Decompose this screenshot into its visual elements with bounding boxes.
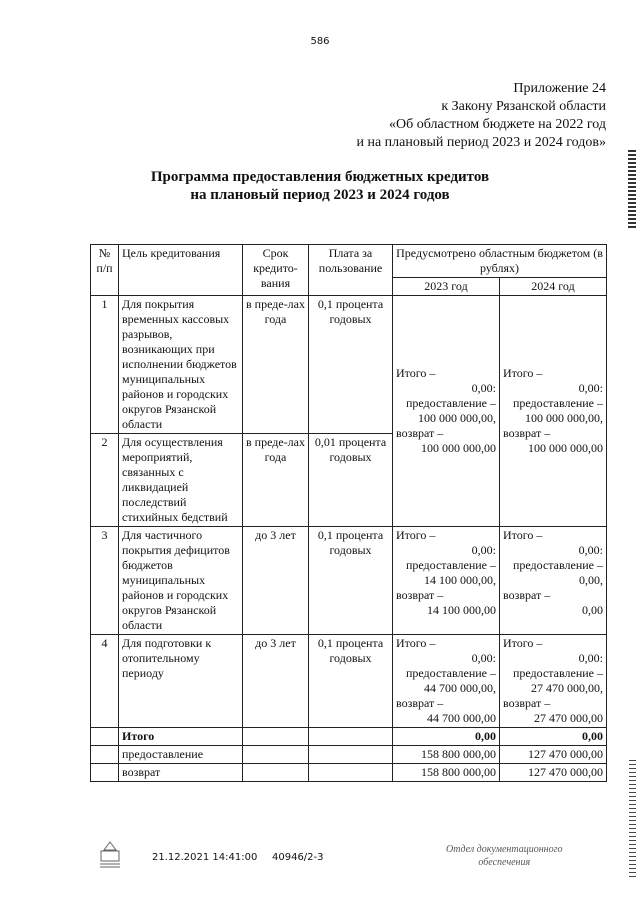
scan-margin-marks	[629, 760, 636, 880]
stamp-line: обеспечения	[478, 857, 531, 868]
totals-row	[91, 728, 607, 746]
amount-provision-label: предоставление –	[405, 666, 496, 680]
amount-total-label: Итого –	[503, 528, 543, 542]
amount-2023-cell	[393, 635, 500, 728]
row-num: 3	[91, 527, 119, 635]
amount-return-value: 100 000 000,00	[528, 441, 603, 455]
totals-provision-row	[91, 746, 607, 764]
amount-total-value: 0,00:	[578, 381, 603, 395]
row-purpose: Для частичного покрытия дефицитов бюджетов муниципальных районов и городских округов Рязанской области	[119, 527, 243, 635]
totals-return-2024: 127 470 000,00	[500, 764, 607, 782]
footer-doc-id: 40946/2-3	[272, 852, 324, 863]
amount-provision-value: 100 000 000,00,	[525, 411, 603, 425]
merged-2024-cell	[500, 296, 607, 527]
amount-return-value: 14 100 000,00	[427, 603, 496, 617]
appendix-line: Приложение 24	[513, 81, 606, 96]
amount-return-value: 44 700 000,00	[427, 711, 496, 725]
totals-2024: 0,00	[500, 728, 607, 746]
amount-return-label: возврат –	[503, 696, 551, 710]
amount-provision-value: 0,00,	[579, 573, 603, 587]
amount-return-label: возврат –	[396, 696, 444, 710]
amount-provision-label: предоставление –	[512, 558, 603, 572]
amount-return-label: возврат –	[503, 588, 551, 602]
title-line: на плановый период 2023 и 2024 годов	[190, 187, 450, 203]
scan-margin-marks	[628, 150, 636, 230]
amount-provision-label: предоставление –	[405, 558, 496, 572]
amount-return-value: 27 470 000,00	[534, 711, 603, 725]
header-term: Срок кредито-вания	[243, 245, 309, 296]
amount-total-value: 0,00:	[471, 543, 496, 557]
amount-provision-value: 44 700 000,00,	[424, 681, 496, 695]
credit-program-table	[90, 244, 607, 782]
amount-total-label: Итого –	[503, 366, 543, 380]
appendix-header	[356, 80, 606, 152]
footer-datetime: 21.12.2021 14:41:00	[152, 852, 258, 863]
row-term: до 3 лет	[243, 635, 309, 728]
amount-provision-label: предоставление –	[512, 666, 603, 680]
amount-provision-label: предоставление –	[512, 396, 603, 410]
header-row	[91, 245, 607, 278]
amount-2023-cell	[393, 527, 500, 635]
totals-return-label: возврат	[119, 764, 243, 782]
row-term: в преде-лах года	[243, 434, 309, 527]
document-title	[120, 168, 520, 204]
stamp-line: Отдел документационного	[446, 844, 563, 855]
merged-2023-cell	[393, 296, 500, 527]
amount-2024-cell	[500, 527, 607, 635]
row-fee: 0,1 процента годовых	[309, 296, 393, 434]
row-term: в преде-лах года	[243, 296, 309, 434]
row-purpose: Для подготовки к отопительному периоду	[119, 635, 243, 728]
emblem-icon	[96, 840, 124, 875]
row-fee: 0,1 процента годовых	[309, 635, 393, 728]
title-line: Программа предоставления бюджетных кредитов	[150, 169, 490, 185]
amount-total-value: 0,00:	[578, 543, 603, 557]
amount-provision-value: 27 470 000,00,	[531, 681, 603, 695]
header-num: № п/п	[91, 245, 119, 296]
appendix-line: и на плановый период 2023 и 2024 годов»	[356, 135, 606, 150]
page-number: 586	[310, 36, 330, 47]
totals-provision-2024: 127 470 000,00	[500, 746, 607, 764]
header-year-2024: 2024 год	[500, 278, 607, 296]
amount-return-label: возврат –	[396, 426, 444, 440]
amount-total-value: 0,00:	[578, 651, 603, 665]
totals-provision-label: предоставление	[119, 746, 243, 764]
amount-total-label: Итого –	[396, 366, 436, 380]
amount-2024-cell	[500, 635, 607, 728]
amount-provision-label: предоставление –	[405, 396, 496, 410]
department-stamp	[446, 843, 563, 869]
table-row	[91, 635, 607, 728]
amount-provision-value: 100 000 000,00,	[418, 411, 496, 425]
header-provided: Предусмотрено областным бюджетом (в рублях)	[393, 245, 607, 278]
amount-return-value: 0,00	[582, 603, 603, 617]
amount-total-value: 0,00:	[471, 651, 496, 665]
row-fee: 0,1 процента годовых	[309, 527, 393, 635]
amount-provision-value: 14 100 000,00,	[424, 573, 496, 587]
row-purpose: Для покрытия временных кассовых разрывов, возникающих при исполнении бюджетов муниципальных районов и городских округов Рязанской области	[119, 296, 243, 434]
header-fee: Плата за пользование	[309, 245, 393, 296]
row-num: 1	[91, 296, 119, 434]
amount-return-label: возврат –	[503, 426, 551, 440]
row-fee: 0,01 процента годовых	[309, 434, 393, 527]
header-purpose: Цель кредитования	[119, 245, 243, 296]
row-purpose: Для осуществления мероприятий, связанных с ликвидацией последствий стихийных бедствий	[119, 434, 243, 527]
amount-total-label: Итого –	[396, 636, 436, 650]
table-row	[91, 296, 607, 434]
totals-return-2023: 158 800 000,00	[393, 764, 500, 782]
appendix-line: «Об областном бюджете на 2022 год	[389, 117, 606, 132]
amount-total-label: Итого –	[396, 528, 436, 542]
row-num: 2	[91, 434, 119, 527]
totals-label: Итого	[119, 728, 243, 746]
appendix-line: к Закону Рязанской области	[441, 99, 606, 114]
table-row	[91, 527, 607, 635]
totals-provision-2023: 158 800 000,00	[393, 746, 500, 764]
row-term: до 3 лет	[243, 527, 309, 635]
amount-return-value: 100 000 000,00	[421, 441, 496, 455]
header-year-2023: 2023 год	[393, 278, 500, 296]
row-num: 4	[91, 635, 119, 728]
amount-return-label: возврат –	[396, 588, 444, 602]
amount-total-label: Итого –	[503, 636, 543, 650]
totals-return-row	[91, 764, 607, 782]
amount-total-value: 0,00:	[471, 381, 496, 395]
totals-2023: 0,00	[393, 728, 500, 746]
